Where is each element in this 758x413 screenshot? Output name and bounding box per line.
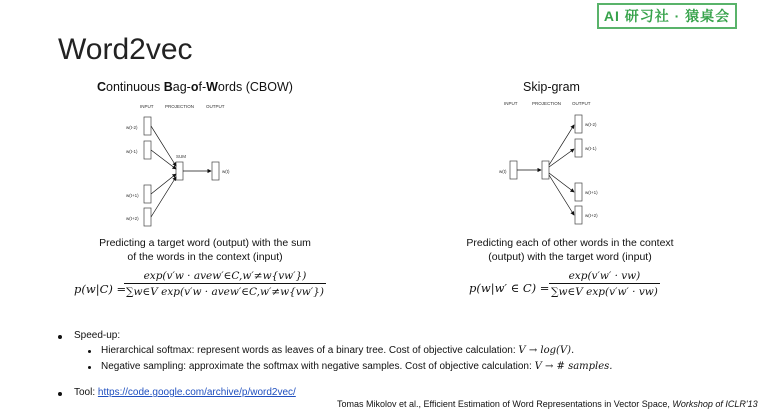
cbow-input-node [144, 141, 151, 159]
cbow-formula-denominator: ∑w∈V exp(v′w · avew′∈C,w′≠w{vw′}) [124, 283, 326, 298]
skipgram-output-nodes [575, 115, 598, 224]
sub-bullet-dot [88, 350, 91, 353]
page-title: Word2vec [58, 33, 193, 66]
cbow-title-part: ords (CBOW) [217, 80, 293, 94]
cbow-title-part: C [97, 80, 107, 94]
bullet-speedup: Speed-up: [74, 330, 121, 341]
skipgram-formula-numerator: exp(v′w′ · vw) [568, 270, 641, 282]
cbow-formula [74, 270, 324, 310]
skipgram-diagram [495, 97, 625, 227]
bullet-dot [58, 335, 62, 339]
cbow-input-label: w(t-2) [126, 125, 138, 130]
skipgram-col-projection: PROJECTION [532, 101, 562, 106]
skipgram-output-node [575, 183, 582, 201]
skipgram-edge [549, 175, 574, 215]
cbow-title-part: ontinuous [106, 80, 164, 94]
cbow-title [97, 80, 293, 94]
skipgram-projection-node [542, 161, 549, 179]
word2vec-link[interactable]: https://code.google.com/archive/p/word2vec/ [97, 387, 296, 398]
skipgram-edge [549, 173, 574, 192]
skipgram-caption [445, 236, 695, 264]
cbow-diagram [110, 100, 290, 230]
bullet-ns-math: V → # samples. [534, 361, 613, 372]
cbow-input-node [144, 117, 151, 135]
cbow-col-output: OUTPUT [206, 104, 225, 109]
skipgram-edge [549, 149, 574, 167]
tool-label: Tool: [74, 387, 96, 398]
skipgram-formula-denominator: ∑w∈V exp(v′w′ · vw) [549, 283, 660, 298]
bullet-ns-text: Negative sampling: approximate the softmax with negative samples. Cost of objective calculation: [101, 361, 532, 372]
skipgram-col-output: OUTPUT [572, 101, 591, 106]
skipgram-edge [549, 125, 574, 165]
skipgram-input-node [510, 161, 517, 179]
cbow-caption [80, 236, 330, 264]
skipgram-caption-line: Predicting each of other words in the context [466, 237, 674, 249]
cbow-title-part: o [190, 80, 199, 94]
cbow-title-part: f- [198, 80, 207, 94]
bullet-tool [74, 387, 296, 398]
cbow-edge [151, 174, 176, 194]
cbow-input-label: w(t+1) [126, 193, 139, 198]
cbow-output-label: w(t) [222, 169, 230, 174]
cbow-input-label: w(t-1) [126, 149, 138, 154]
cbow-input-label: w(t+2) [126, 216, 139, 221]
citation-venue: Workshop of ICLR'13 [672, 399, 758, 409]
cbow-edge [151, 177, 176, 217]
cbow-col-projection: PROJECTION [165, 104, 195, 109]
citation [337, 399, 758, 409]
skipgram-output-node [575, 206, 582, 224]
skipgram-output-node [575, 139, 582, 157]
sub-bullet-dot [88, 366, 91, 369]
cbow-input-nodes [126, 117, 151, 226]
bullet-dot [58, 392, 62, 396]
cbow-formula-numerator: exp(v′w · avew′∈C,w′≠w{vw′}) [143, 270, 307, 282]
brand-badge: AI 研习社 · 猿桌会 [597, 3, 737, 29]
cbow-sum-label: SUM [176, 154, 186, 159]
bullet-hs-math: V → log(V). [518, 345, 575, 356]
bullet-hs-text: Hierarchical softmax: represent words as leaves of a binary tree. Cost of objective calculation: [101, 345, 516, 356]
skipgram-caption-line: (output) with the target word (input) [488, 251, 652, 263]
cbow-title-part: ag- [172, 80, 191, 94]
citation-main: Tomas Mikolov et al., Efficient Estimation of Word Representations in Vector Space, [337, 399, 670, 409]
skipgram-output-label: w(t-2) [585, 122, 597, 127]
cbow-title-part: W [206, 80, 218, 94]
skipgram-output-label: w(t-1) [585, 146, 597, 151]
skipgram-output-node [575, 115, 582, 133]
cbow-formula-lhs: p(w|C) = [74, 282, 127, 296]
cbow-projection-node [176, 162, 183, 180]
skipgram-formula [469, 270, 689, 310]
skipgram-output-label: w(t+2) [585, 213, 598, 218]
bullet-hierarchical-softmax [101, 345, 574, 356]
cbow-col-input: INPUT [140, 104, 154, 109]
cbow-output-node [212, 162, 219, 180]
cbow-caption-line: of the words in the context (input) [127, 251, 283, 263]
bullet-negative-sampling [101, 361, 612, 372]
cbow-caption-line: Predicting a target word (output) with the sum [99, 237, 311, 249]
skipgram-title: Skip-gram [523, 80, 580, 94]
skipgram-output-label: w(t+1) [585, 190, 598, 195]
cbow-input-node [144, 208, 151, 226]
cbow-input-node [144, 185, 151, 203]
skipgram-formula-lhs: p(w|w′ ∈ C) = [469, 281, 550, 295]
skipgram-input-label: w(t) [499, 169, 507, 174]
skipgram-col-input: INPUT [504, 101, 518, 106]
cbow-edge [151, 126, 176, 166]
cbow-title-part: B [163, 80, 173, 94]
